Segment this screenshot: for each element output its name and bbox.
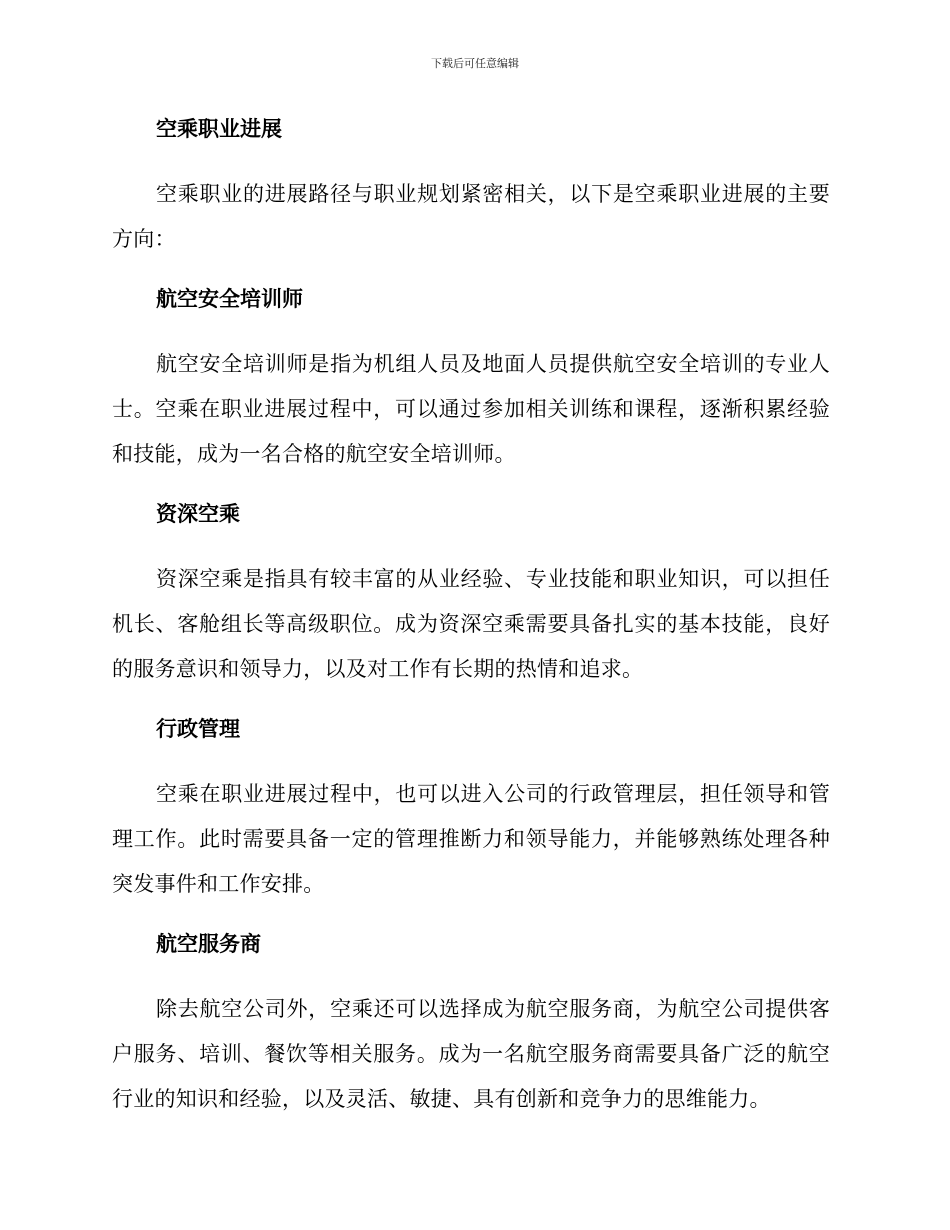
section-paragraph: 空乘在职业进展过程中，也可以进入公司的行政管理层，担任领导和管理工作。此时需要具备一定的管理推断力和领导能力，并能够熟练处理各种突发事件和工作安排。 [112, 782, 830, 896]
section-paragraph: 航空安全培训师是指为机组人员及地面人员提供航空安全培训的专业人士。空乘在职业进展过程中，可以通过参加相关训练和课程，逐渐积累经验和技能，成为一名合格的航空安全培训师。 [112, 352, 830, 466]
header-note: 下载后可任意编辑 [431, 57, 519, 70]
section-paragraph: 除去航空公司外，空乘还可以选择成为航空服务商，为航空公司提供客户服务、培训、餐饮等相关服务。成为一名航空服务商需要具备广泛的航空行业的知识和经验，以及灵活、敏捷、具有创新和竞争力的思维能力。 [112, 997, 830, 1111]
section-paragraph: 资深空乘是指具有较丰富的从业经验、专业技能和职业知识，可以担任机长、客舱组长等高级职位。成为资深空乘需要具备扎实的基本技能，良好的服务意识和领导力，以及对工作有长期的热情和追求。 [112, 567, 830, 681]
section-heading: 资深空乘 [156, 502, 240, 526]
section-paragraph: 空乘职业的进展路径与职业规划紧密相关，以下是空乘职业进展的主要方向： [112, 182, 830, 251]
section-heading: 行政管理 [156, 717, 240, 741]
section-heading: 航空安全培训师 [156, 287, 303, 311]
section-heading: 空乘职业进展 [156, 117, 282, 141]
document-body [112, 112, 830, 1122]
section-heading: 航空服务商 [156, 932, 261, 956]
